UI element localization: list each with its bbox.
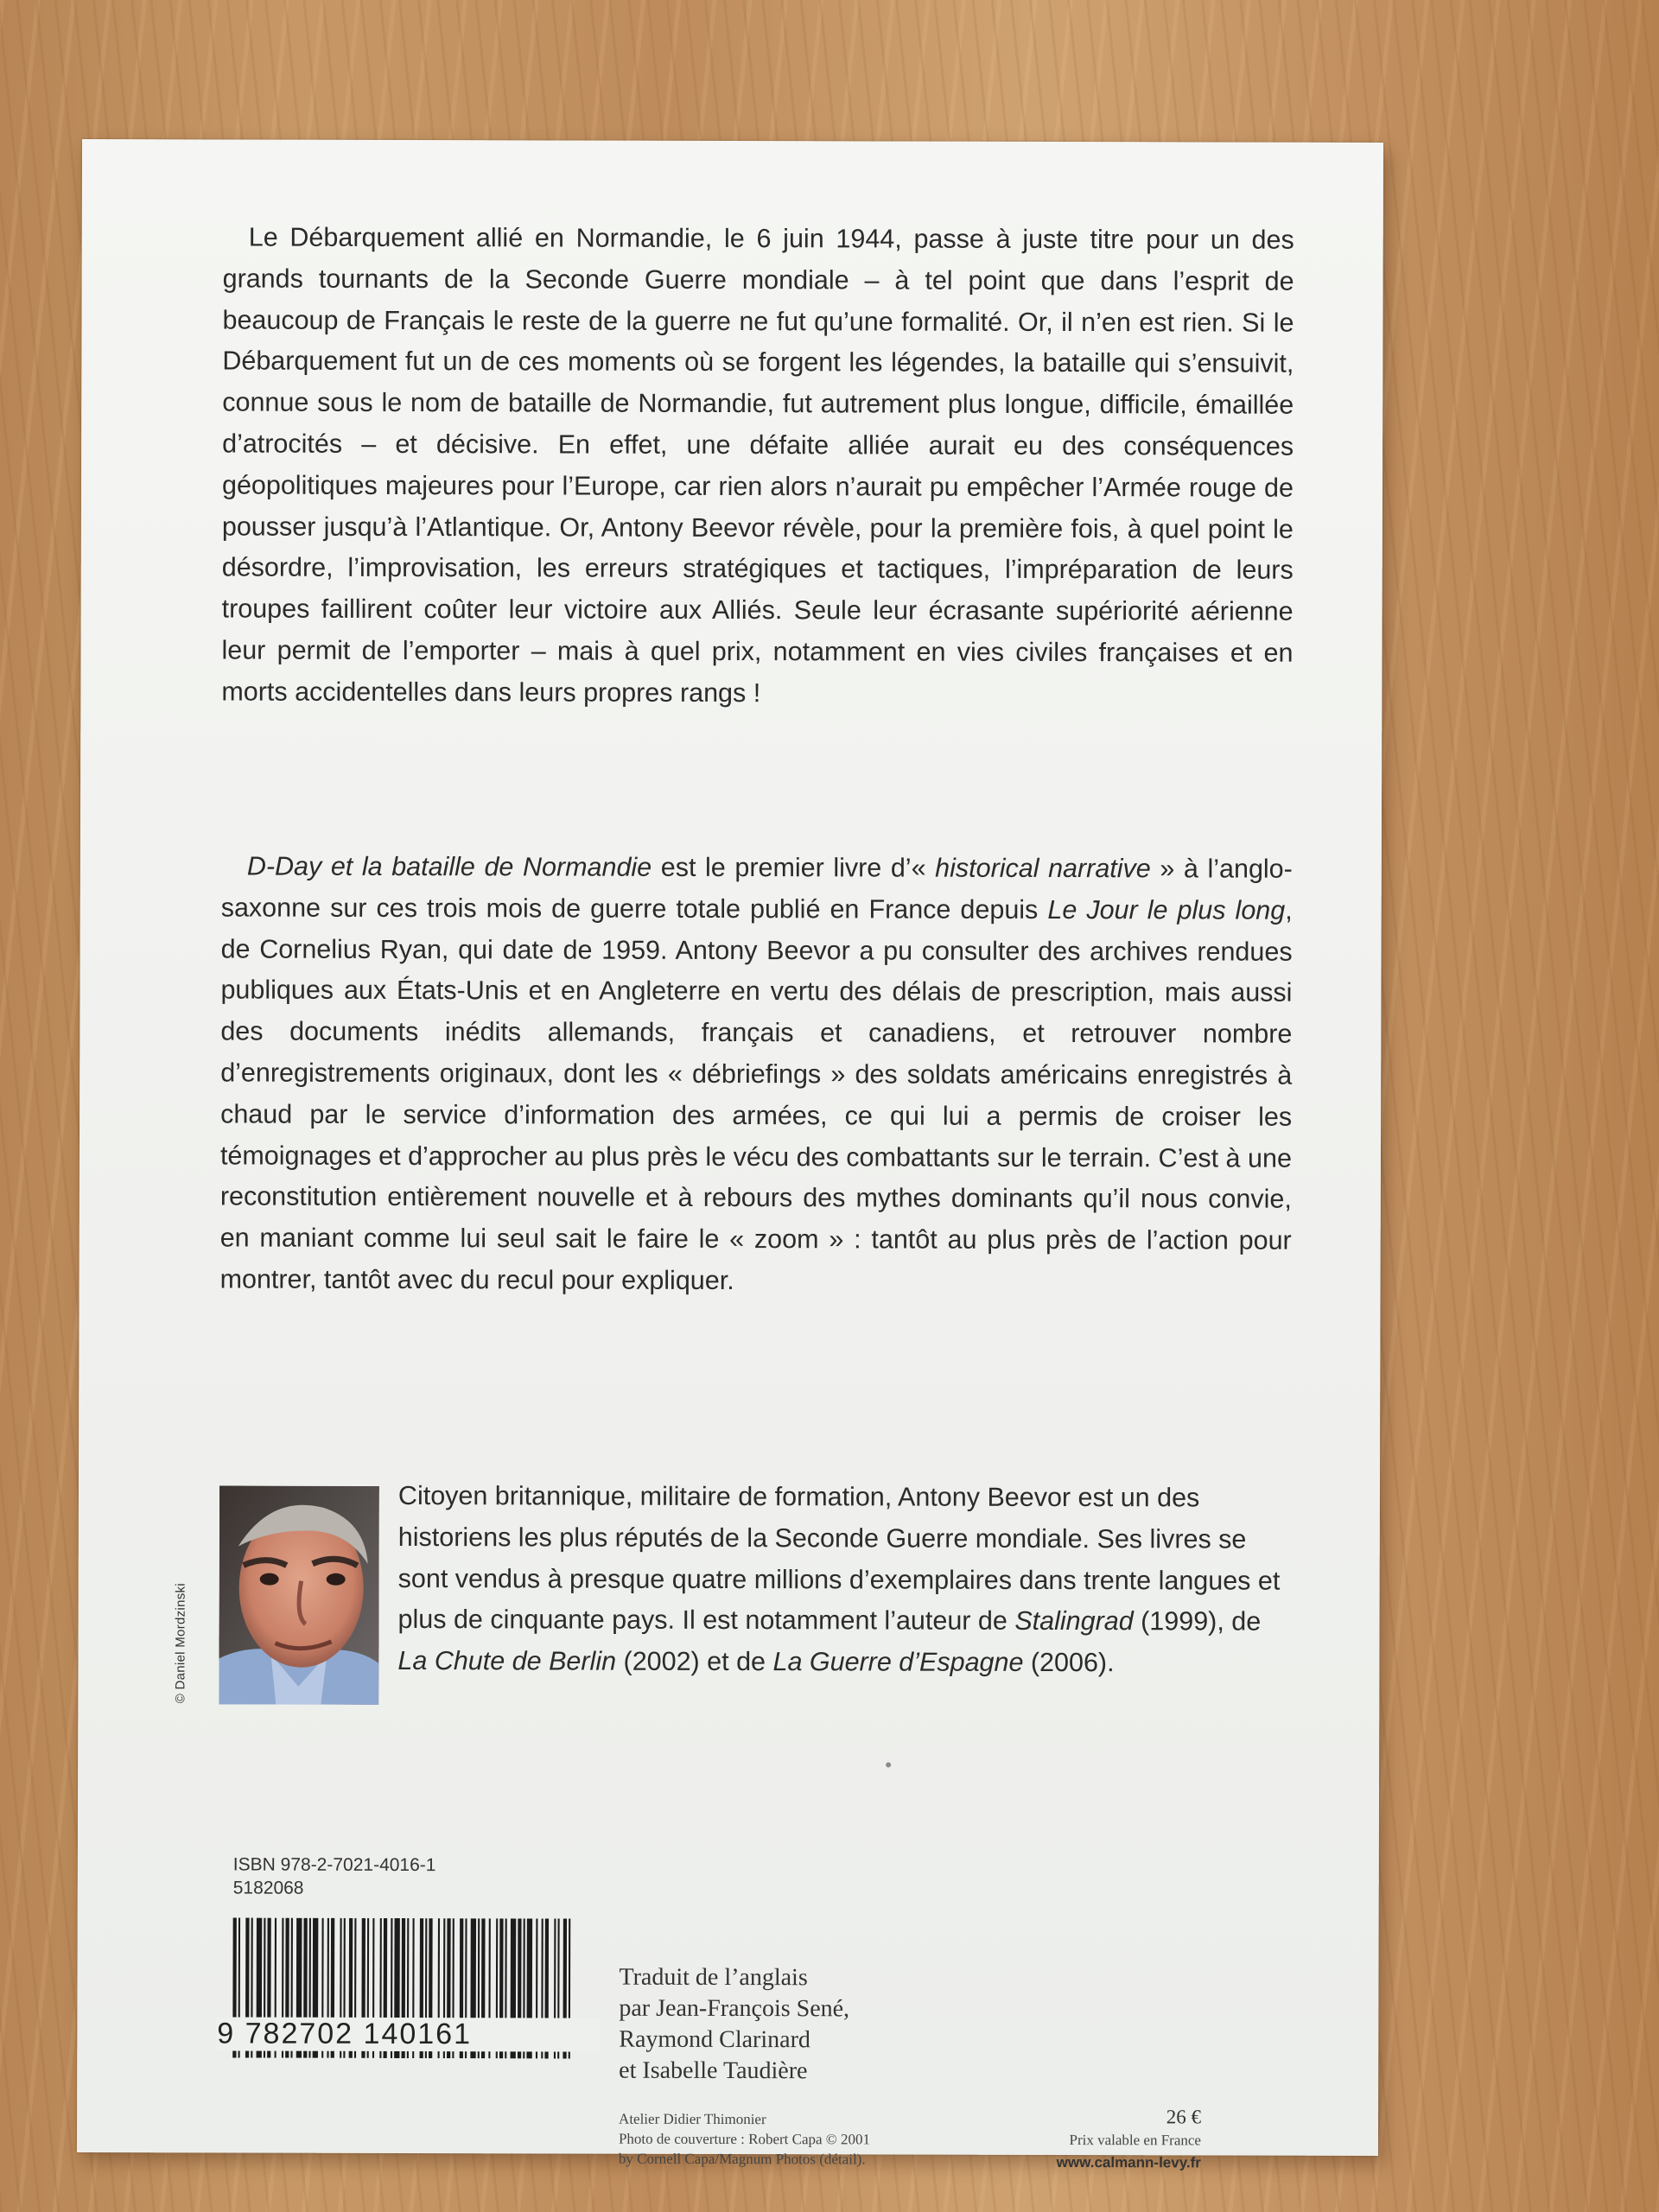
- isbn-block: [233, 1853, 436, 1900]
- design-credit-line-3: by Cornell Capa/Magnum Photos (détail).: [618, 2150, 866, 2168]
- translation-line-3: Raymond Clarinard: [619, 2025, 810, 2054]
- translation-credit: [619, 1962, 849, 2088]
- genre-term: historical narrative: [935, 853, 1151, 884]
- author-bio: [397, 1476, 1291, 1685]
- reference-title: Le Jour le plus long: [1047, 894, 1286, 925]
- barcode-digits: 9 782702 140161: [215, 2017, 599, 2051]
- price-note: Prix valable en France: [1069, 2132, 1202, 2149]
- translation-line-1: Traduit de l’anglais: [619, 1963, 808, 1992]
- summary-text-b: » à l’anglo-saxonne sur ces trois mois de guerre totale publié en France depuis: [220, 854, 1293, 925]
- book-back-cover: [77, 139, 1383, 2171]
- translation-line-2: par Jean-François Sené,: [619, 1994, 850, 2023]
- isbn-line: ISBN 978-2-7021-4016-1: [232, 1854, 436, 1876]
- bio-text-a: Citoyen britannique, militaire de formation, Antony Beevor est un des historiens les plus réputés de la Seconde Guerre mondiale. Ses livres se sont vendus à presque quatre millions d’exemplaires dans trente langues et plus de cinquante pays. Il est notamment l’auteur de: [397, 1480, 1281, 1637]
- summary-paragraph-1: Le Débarquement allié en Normandie, le 6 juin 1944, passe à juste titre pour un des grands tournants de la Seconde Guerre mondiale – à tel point que dans l’esprit de beaucoup de Français le reste de la guerre ne fut qu’une formalité. Or, il n’en est rien. Si le Débarquement fut un de ces moments où se forgent les légendes, la bataille qui s’ensuivit, connue sous le nom de bataille de Normandie, fut autrement plus longue, difficile, émaillée d’atrocités – et décisive. En effet, une défaite alliée aurait eu des conséquences géopolitiques majeures pour l’Europe, car rien alors n’aurait pu empêcher l’Armée rouge de pousser jusqu’à l’Atlantique. Or, Antony Beevor révèle, pour la première fois, à quel point le désordre, l’improvisation, les erreurs stratégiques et tactiques, l’impréparation de leurs troupes faillirent coûter leur victoire aux Alliés. Seule leur écrasante supériorité aérienne leur permit de l’emporter – mais à quel prix, notamment en vies civiles françaises et en morts accidentelles dans leurs propres rangs !: [221, 222, 1294, 708]
- book-title: D-Day et la bataille de Normandie: [246, 851, 652, 882]
- bio-title-1: Stalingrad: [1014, 1606, 1134, 1637]
- summary-paragraph-2: [220, 846, 1293, 1303]
- design-credits: [619, 2109, 870, 2170]
- price-block: [1057, 2104, 1201, 2175]
- bio-text-d: (2006).: [1023, 1648, 1115, 1678]
- summary-text-a: est le premier livre d’«: [652, 852, 936, 883]
- bio-text-c: (2002) et de: [616, 1646, 773, 1677]
- summary-text-c: , de Cornelius Ryan, qui date de 1959. Antony Beevor a pu consulter des archives rendues publiques aux États-Unis et en Angleterre en vertu des délais de prescription, mais aussi des documents inédits allemands, français et canadiens, et retrouver nombre d’enregistrements originaux, dont les « débriefings » des soldats américains enregistrés à chaud par le service d’information des armées, ce qui lui a permis de croiser les témoignages et d’approcher au plus près le vécu des combattants sur le terrain. C’est à une reconstitution entièrement nouvelle et à rebours des mythes dominants qu’il nous convie, en maniant comme lui seul sait le faire le « zoom » : tantôt au plus près de l’action pour montrer, tantôt avec du recul pour expliquer.: [219, 895, 1293, 1295]
- bio-text-b: (1999), de: [1133, 1606, 1262, 1637]
- product-code: 5182068: [232, 1878, 304, 1898]
- print-speck: [886, 1762, 891, 1767]
- author-portrait: [219, 1485, 379, 1704]
- translation-line-4: et Isabelle Taudière: [619, 2056, 808, 2085]
- bio-title-2: La Chute de Berlin: [397, 1646, 617, 1676]
- design-credit-line-2: Photo de couverture : Robert Capa © 2001: [618, 2130, 871, 2148]
- bio-title-3: La Guerre d’Espagne: [772, 1647, 1024, 1678]
- publisher-website: www.calmann-levy.fr: [1056, 2153, 1201, 2171]
- design-credit-line-1: Atelier Didier Thimonier: [619, 2110, 766, 2128]
- photo-credit: © Daniel Mordzinski: [173, 1583, 188, 1704]
- price: 26 €: [1166, 2106, 1202, 2128]
